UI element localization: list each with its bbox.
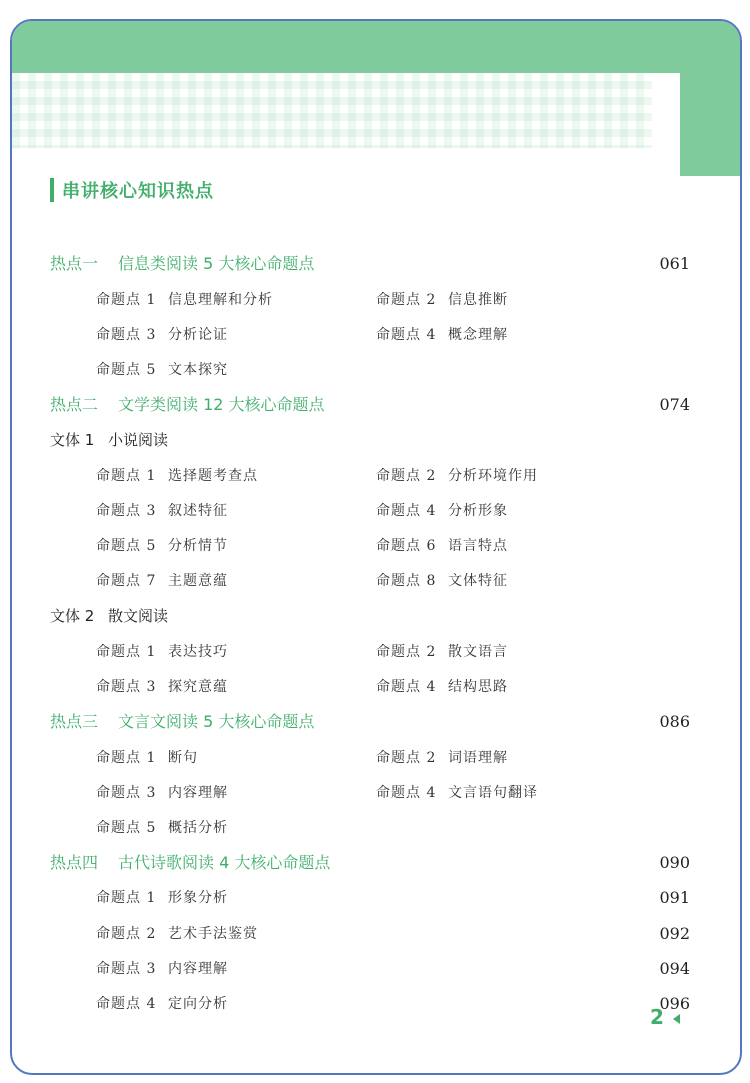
toc-item[interactable] [376,465,538,487]
item-text: 概念理解 [448,327,508,343]
hotspot-label: 热点二 [50,395,99,414]
section-bar [50,178,54,202]
toc-item[interactable] [96,324,228,346]
item-label: 命题点 3 [96,327,157,343]
toc-hotspot-1[interactable] [50,253,314,275]
page-ref: 061 [659,254,690,273]
item-label: 命题点 4 [376,503,437,519]
toc-item[interactable] [376,289,508,311]
page-marker-icon [673,1014,680,1024]
item-text: 结构思路 [448,679,508,695]
toc-item[interactable] [376,500,508,522]
hotspot-label: 热点一 [50,254,99,273]
item-text: 表达技巧 [168,644,228,660]
toc-item[interactable] [96,887,228,909]
toc-item[interactable] [96,570,228,592]
item-text: 分析环境作用 [448,468,538,484]
toc-item[interactable] [376,747,508,769]
item-text: 分析论证 [168,327,228,343]
item-text: 断句 [168,750,198,766]
hotspot-title: 文言文阅读 5 大核心命题点 [118,712,315,731]
item-label: 命题点 2 [96,926,157,942]
toc-item[interactable] [96,993,228,1015]
item-label: 命题点 3 [96,785,157,801]
item-label: 命题点 1 [96,468,157,484]
item-label: 命题点 4 [376,785,437,801]
item-text: 选择题考查点 [168,468,258,484]
item-text: 分析情节 [168,538,228,554]
toc-item[interactable] [96,465,258,487]
item-text: 信息理解和分析 [168,292,273,308]
toc-item[interactable] [96,958,228,980]
item-text: 内容理解 [168,961,228,977]
toc-item[interactable] [376,676,508,698]
toc-item[interactable] [96,747,198,769]
item-label: 命题点 3 [96,679,157,695]
toc-item[interactable] [96,359,228,381]
item-label: 命题点 4 [376,679,437,695]
toc-item[interactable] [96,289,273,311]
hotspot-title: 古代诗歌阅读 4 大核心命题点 [118,853,331,872]
item-text: 叙述特征 [168,503,228,519]
page-ref: 074 [659,395,690,414]
hotspot-label: 热点四 [50,853,99,872]
item-label: 命题点 3 [96,503,157,519]
page-ref: 090 [659,853,690,872]
toc-item[interactable] [96,641,228,663]
item-label: 命题点 5 [96,362,157,378]
item-label: 命题点 4 [376,327,437,343]
item-label: 命题点 5 [96,820,157,836]
toc-item[interactable] [96,535,228,557]
item-text: 探究意蕴 [168,679,228,695]
item-label: 命题点 6 [376,538,437,554]
toc-item[interactable] [376,324,508,346]
item-text: 形象分析 [168,890,228,906]
item-text: 分析形象 [448,503,508,519]
item-label: 命题点 2 [376,292,437,308]
toc-hotspot-2[interactable] [50,394,325,416]
toc-item[interactable] [96,817,228,839]
page-ref: 094 [659,959,690,978]
toc-item[interactable] [376,535,508,557]
item-text: 词语理解 [448,750,508,766]
item-text: 文本探究 [168,362,228,378]
item-text: 文言语句翻译 [448,785,538,801]
item-label: 命题点 2 [376,644,437,660]
item-label: 命题点 1 [96,292,157,308]
item-text: 文体特征 [448,573,508,589]
item-label: 命题点 1 [96,890,157,906]
item-label: 命题点 4 [96,996,157,1012]
item-label: 命题点 3 [96,961,157,977]
toc-hotspot-3[interactable] [50,711,314,733]
page-ref: 092 [659,924,690,943]
toc-item[interactable] [376,570,508,592]
item-text: 散文语言 [448,644,508,660]
toc-hotspot-4[interactable] [50,852,330,874]
toc-item[interactable] [96,923,258,945]
item-label: 命题点 7 [96,573,157,589]
item-text: 艺术手法鉴赏 [168,926,258,942]
item-text: 信息推断 [448,292,508,308]
gingham-pattern [12,73,652,148]
header-tab [680,21,740,176]
genre-text: 散文阅读 [108,607,169,625]
hotspot-title: 信息类阅读 5 大核心命题点 [118,254,315,273]
item-text: 主题意蕴 [168,573,228,589]
hotspot-title: 文学类阅读 12 大核心命题点 [118,395,325,414]
item-label: 命题点 2 [376,750,437,766]
toc-genre-2[interactable] [50,605,168,627]
item-label: 命题点 5 [96,538,157,554]
hotspot-label: 热点三 [50,712,99,731]
item-text: 内容理解 [168,785,228,801]
toc-item[interactable] [376,641,508,663]
toc-item[interactable] [96,676,228,698]
item-text: 语言特点 [448,538,508,554]
item-label: 命题点 2 [376,468,437,484]
genre-text: 小说阅读 [108,431,169,449]
header-band [12,21,740,73]
item-text: 概括分析 [168,820,228,836]
section-title: 串讲核心知识热点 [62,181,214,202]
page-ref: 086 [659,712,690,731]
toc-genre-1[interactable] [50,429,168,451]
item-label: 命题点 1 [96,644,157,660]
page-ref: 096 [659,994,690,1013]
toc-item[interactable] [96,500,228,522]
page-number: 2 [650,1005,664,1029]
toc-item[interactable] [376,782,538,804]
item-text: 定向分析 [168,996,228,1012]
section-header [50,178,214,202]
page-ref: 091 [659,888,690,907]
genre-label: 文体 2 [50,607,95,625]
genre-label: 文体 1 [50,431,95,449]
item-label: 命题点 8 [376,573,437,589]
item-label: 命题点 1 [96,750,157,766]
toc-item[interactable] [96,782,228,804]
